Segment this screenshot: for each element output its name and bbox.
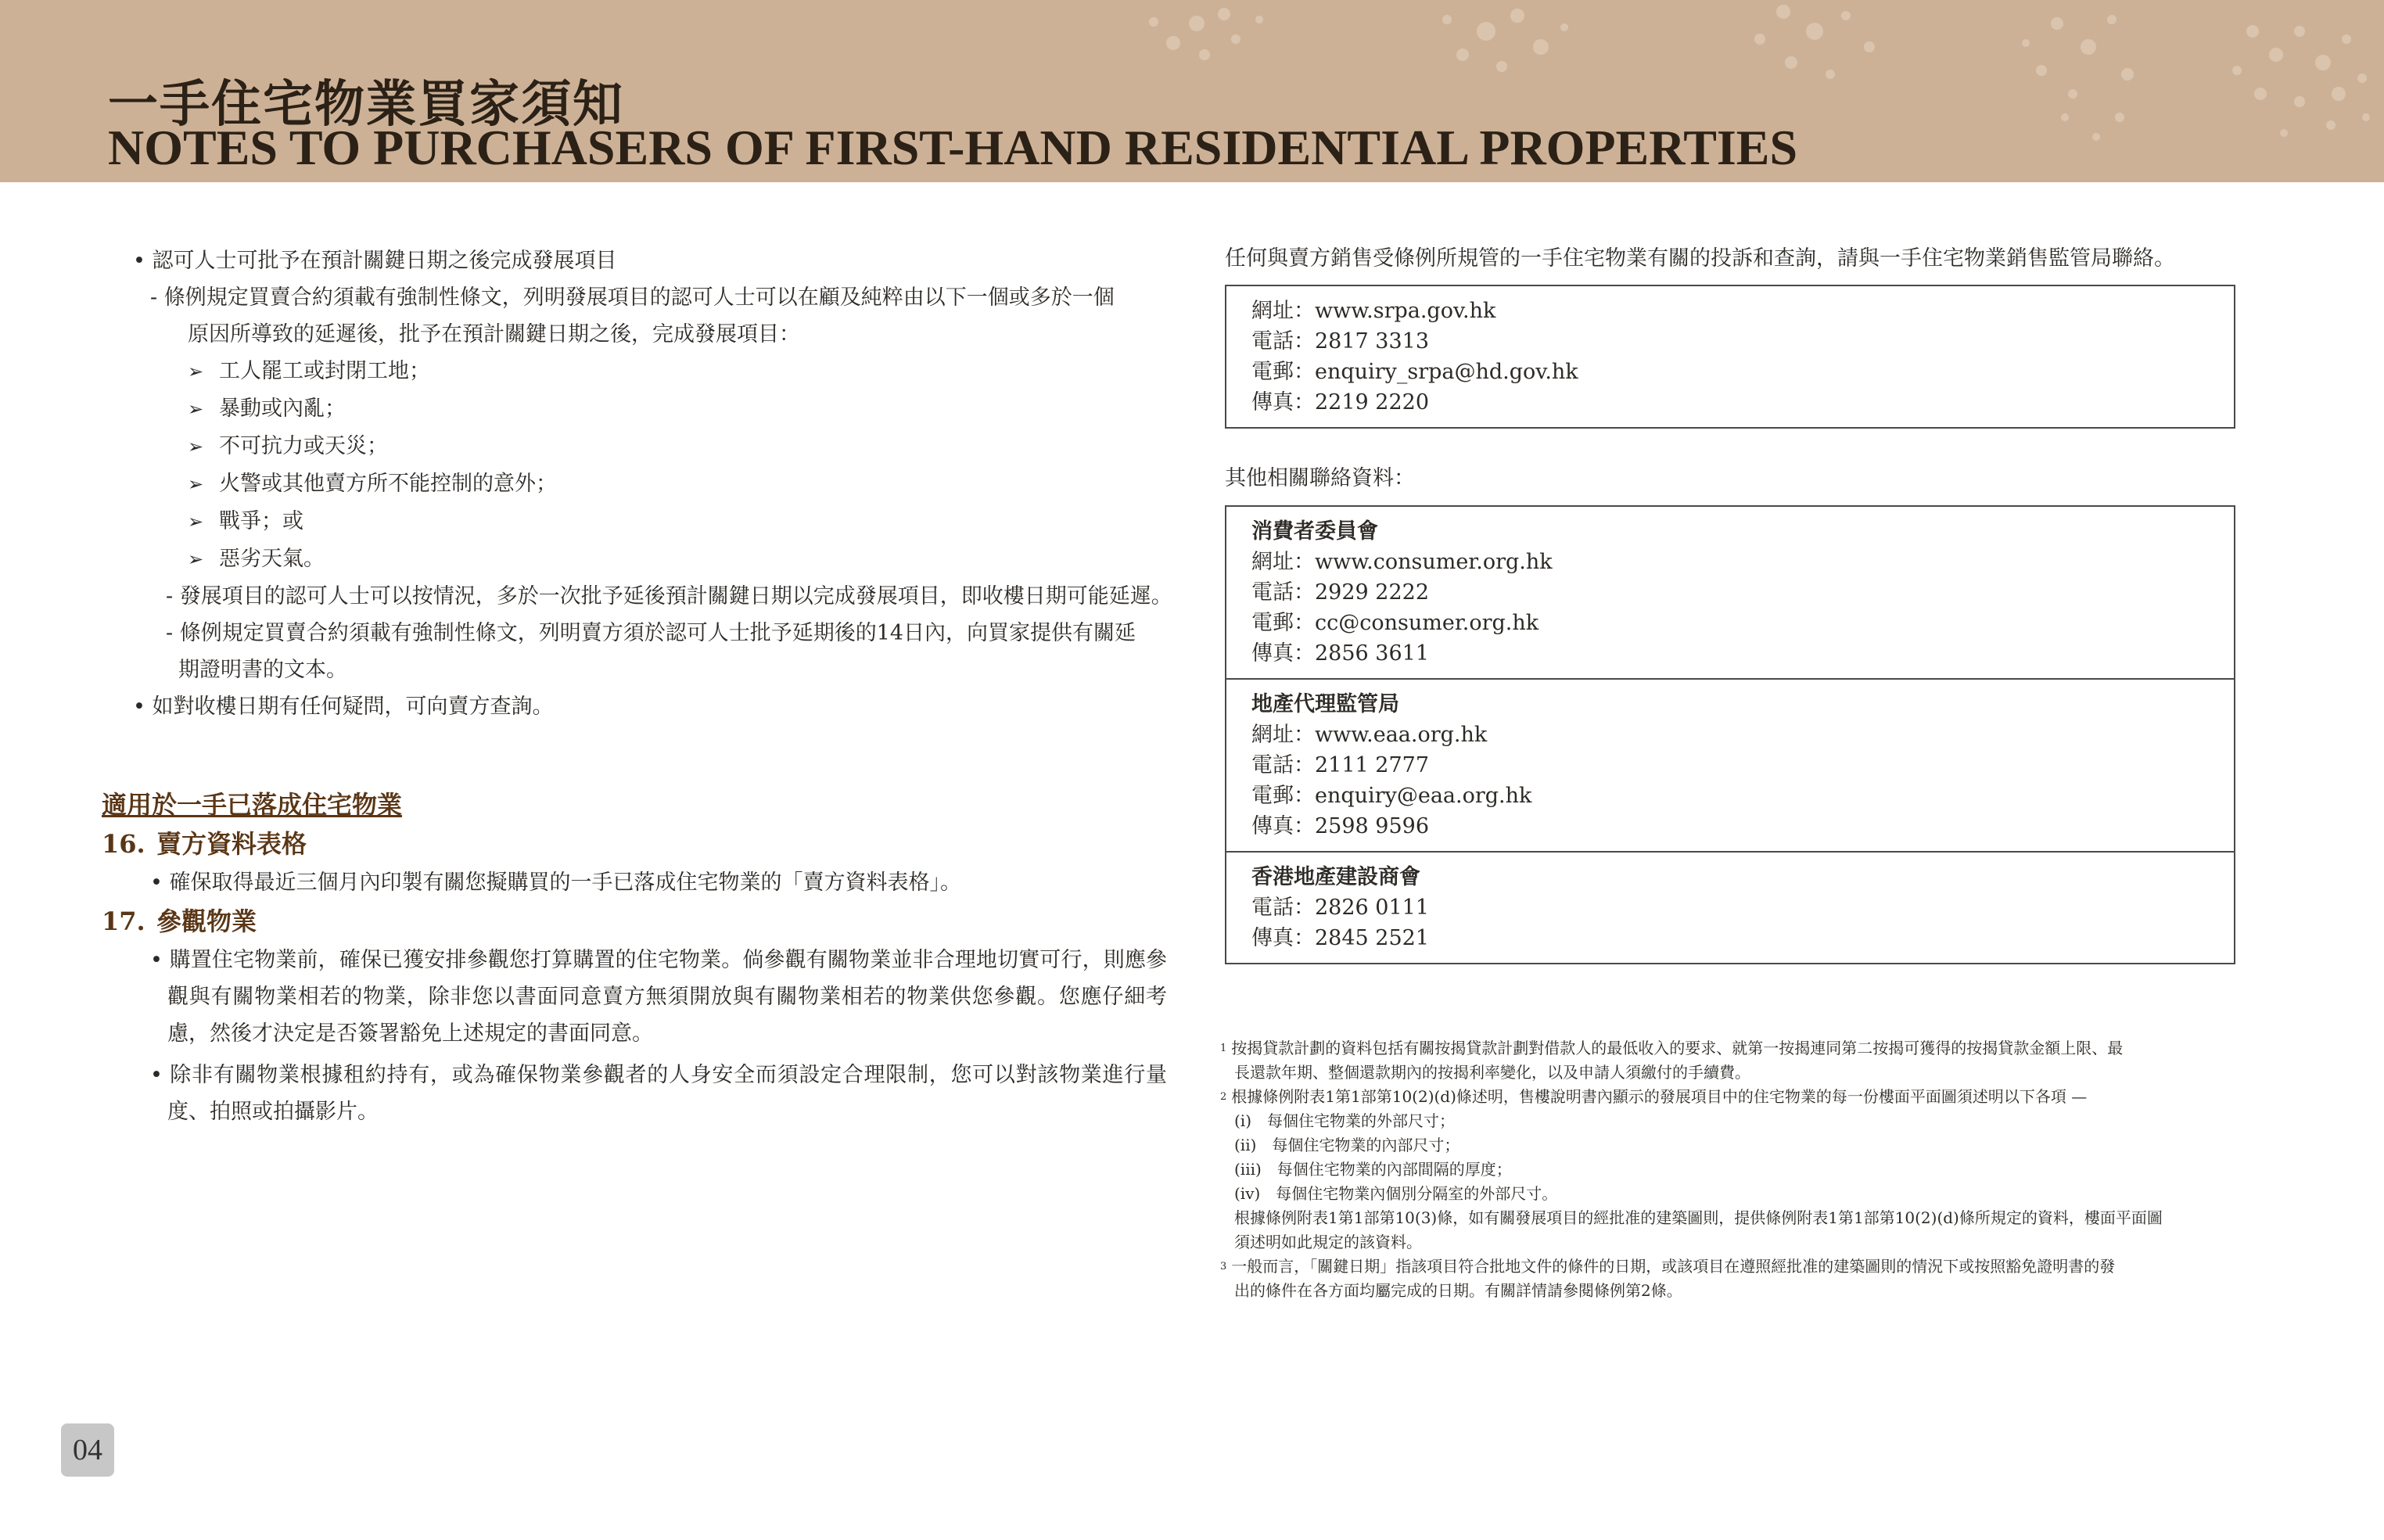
contact-fax: 傳真：2598 9596 [1251, 814, 1430, 838]
footnote-2-cont: 根據條例附表1第1部第10(3)條，如有關發展項目的經批准的建築圖則，提供條例附表1第1部第10(2)(d)條所規定的資料，樓面平面圖 [1234, 1208, 2163, 1227]
srpa-contact-box [1225, 285, 2235, 429]
right-column [1225, 242, 2239, 964]
page-number: 04 [61, 1423, 114, 1477]
footnote-2-item: (iv) 每個住宅物業內個別分隔室的外部尺寸。 [1234, 1184, 1558, 1203]
contact-website: 網址：www.eaa.org.hk [1251, 723, 1488, 747]
arrow-icon: ➢ [188, 436, 204, 458]
arrow-icon: ➢ [188, 511, 204, 533]
footnote-1-cont: 長還款年期、整個還款期內的按揭利率變化，以及申請人須繳付的手續費。 [1234, 1063, 1750, 1082]
arrow-icon: ➢ [188, 473, 204, 495]
srpa-website: 網址：www.srpa.gov.hk [1251, 299, 1496, 323]
complaint-intro: 任何與賣方銷售受條例所規管的一手住宅物業有關的投訴和查詢，請與一手住宅物業銷售監管局聯絡。 [1225, 246, 2175, 271]
footnote-3: $^3$ 一般而言，「關鍵日期」指該項目符合批地文件的條件的日期，或該項目在遵照經批准的建築圖則的情況下或按照豁免證明書的發 [1220, 1257, 2116, 1276]
srpa-fax: 傳真：2219 2220 [1251, 390, 1430, 415]
footnote-2-cont: 須述明如此規定的該資料。 [1234, 1233, 1422, 1251]
footnote-2: $^2$ 根據條例附表1第1部第10(2)(d)條述明，售樓說明書內顯示的發展項目中的住宅物業的每一份樓面平面圖須述明以下各項 — [1220, 1087, 2088, 1106]
consumer-council-contact [1226, 507, 2234, 678]
item-16-heading: 16. 賣方資料表格 [102, 829, 307, 859]
reason-item: ➢ 惡劣天氣。 [102, 540, 1167, 578]
dash-clause-1: - 條例規定買賣合約須載有強制性條文，列明發展項目的認可人士可以在顧及純粹由以下一個或多於一個 [150, 285, 1115, 310]
contact-email: 電郵：cc@consumer.org.hk [1251, 611, 1539, 635]
other-contacts-table [1225, 505, 2235, 964]
contact-fax: 傳真：2845 2521 [1251, 926, 1430, 950]
contact-email: 電郵：enquiry@eaa.org.hk [1251, 784, 1532, 808]
reason-item: ➢ 戰爭；或 [102, 503, 1167, 540]
org-name: 地產代理監管局 [1251, 692, 1399, 716]
page-title-english: NOTES TO PURCHASERS OF FIRST-HAND RESIDENTIAL PROPERTIES [108, 120, 1798, 175]
header-banner [0, 0, 2384, 182]
footnote-3-cont: 出的條件在各方面均屬完成的日期。有關詳情請參閱條例第2條。 [1234, 1281, 1682, 1300]
left-column [102, 242, 1172, 1130]
arrow-icon: ➢ [188, 398, 204, 420]
dash-clause-3: - 條例規定買賣合約須載有強制性條文，列明賣方須於認可人士批予延期後的14日內，向買家提供有關延 [166, 621, 1136, 645]
srpa-email: 電郵：enquiry_srpa@hd.gov.hk [1251, 360, 1578, 384]
section-heading: 適用於一手已落成住宅物業 [102, 790, 403, 820]
org-name: 香港地產建設商會 [1251, 865, 1420, 889]
footnote-1: $^1$ 按揭貸款計劃的資料包括有關按揭貸款計劃對借款人的最低收入的要求、就第一按揭連同第二按揭可獲得的按揭貸款金額上限、最 [1220, 1039, 2124, 1057]
redhk-contact [1226, 851, 2234, 963]
bullet-key-date: • 認可人士可批予在預計關鍵日期之後完成發展項目 [133, 249, 617, 273]
item-17-bullet-2: • 除非有關物業根據租約持有，或為確保物業參觀者的人身安全而須設定合理限制，您可以對該物業進行量度、拍照或拍攝影片。 [150, 1063, 1167, 1124]
reason-item: ➢ 火警或其他賣方所不能控制的意外； [102, 465, 1167, 503]
contact-phone: 電話：2929 2222 [1251, 580, 1430, 605]
footnote-2-item: (ii) 每個住宅物業的內部尺寸； [1234, 1136, 1460, 1154]
dash-clause-1-cont: 原因所導致的延遲後，批予在預計關鍵日期之後，完成發展項目： [188, 322, 800, 346]
bullet-enquiry: • 如對收樓日期有任何疑問，可向賣方查詢。 [133, 695, 554, 719]
arrow-icon: ➢ [188, 361, 204, 382]
reason-item: ➢ 工人罷工或封閉工地； [102, 353, 1167, 390]
item-16-bullet: • 確保取得最近三個月內印製有關您擬購買的一手已落成住宅物業的「賣方資料表格」。 [150, 871, 962, 895]
contact-phone: 電話：2111 2777 [1251, 753, 1430, 777]
contact-phone: 電話：2826 0111 [1251, 896, 1430, 920]
eaa-contact [1226, 678, 2234, 851]
dash-clause-2: - 發展項目的認可人士可以按情況，多於一次批予延後預計關鍵日期以完成發展項目，即收樓日期可能延遲。 [166, 584, 1172, 608]
dash-clause-3-cont: 期證明書的文本。 [178, 658, 347, 682]
reason-item: ➢ 暴動或內亂； [102, 390, 1167, 428]
srpa-phone: 電話：2817 3313 [1251, 329, 1430, 354]
footnote-2-item: (i) 每個住宅物業的外部尺寸； [1234, 1111, 1456, 1130]
footnote-2-item: (iii) 每個住宅物業的內部間隔的厚度； [1234, 1160, 1512, 1179]
item-17-bullet-1: • 購置住宅物業前，確保已獲安排參觀您打算購置的住宅物業。倘參觀有關物業並非合理地切實可行，則應參觀與有關物業相若的物業，除非您以書面同意賣方無須開放與有關物業相若的物業供您參觀。您應仔細考慮，然後才決定是否簽署豁免上述規定的書面同意。 [150, 948, 1167, 1046]
reason-item: ➢ 不可抗力或天災； [102, 428, 1167, 465]
contact-fax: 傳真：2856 3611 [1251, 641, 1430, 666]
org-name: 消費者委員會 [1251, 519, 1378, 544]
page-title-chinese: 一手住宅物業買家須知 [108, 75, 624, 134]
item-17-heading: 17. 參觀物業 [102, 906, 257, 936]
footnotes [1220, 1036, 2237, 1303]
arrow-icon: ➢ [188, 548, 204, 570]
other-contacts-label: 其他相關聯絡資料： [1225, 466, 1415, 490]
contact-website: 網址：www.consumer.org.hk [1251, 550, 1553, 574]
